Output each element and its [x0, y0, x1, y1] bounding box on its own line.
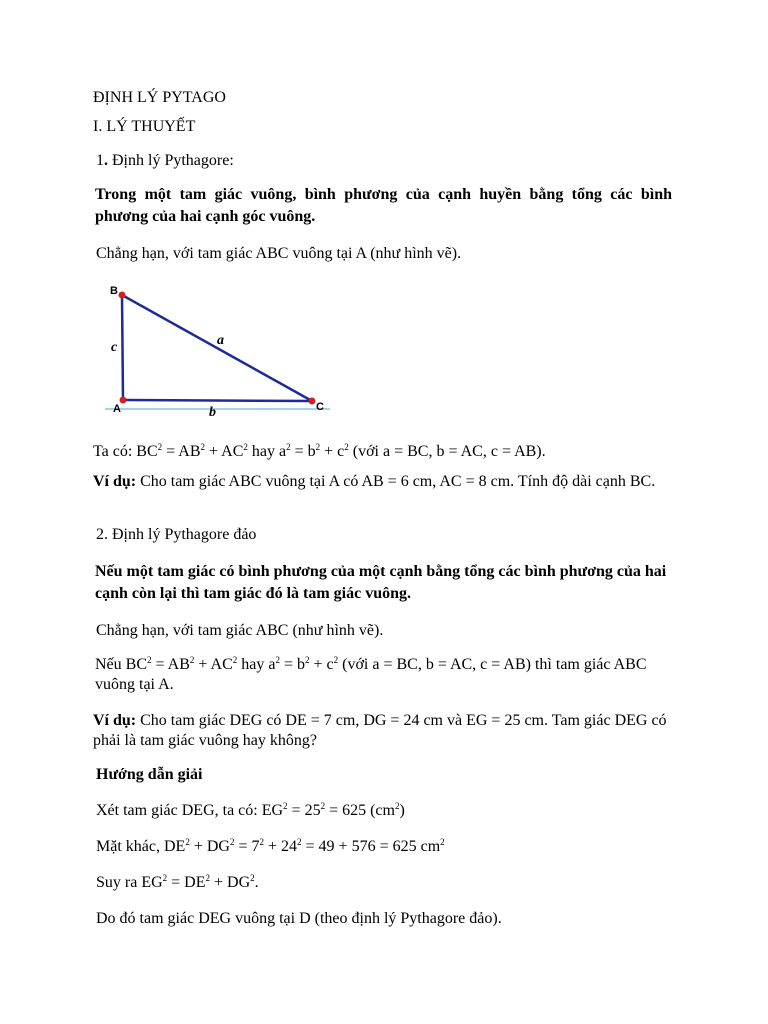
- subheading-number: 1: [96, 152, 104, 169]
- label-C: C: [316, 401, 324, 413]
- label-b: b: [209, 405, 216, 420]
- document-title: ĐỊNH LÝ PYTAGO: [93, 89, 226, 106]
- example-text: Cho tam giác ABC vuông tại A có AB = 6 cm, AC = 8 cm. Tính độ dài cạnh BC.: [136, 473, 656, 490]
- example-label: Ví dụ:: [93, 712, 137, 729]
- section-heading-theory: I. LÝ THUYẾT: [93, 118, 196, 135]
- side-c-line: [122, 295, 123, 400]
- formula-converse: Nếu $BC^2 = AB^2 + AC^2$ hay $a^2 = b^2 + c^2$ (với a = BC, b = AC, c = AB) thì tam giác ABC vuông tại A.: [95, 655, 647, 693]
- example-2: [93, 711, 673, 751]
- subheading-text: Định lý Pythagore:: [108, 152, 234, 169]
- label-a: a: [217, 333, 224, 348]
- side-b-line: [123, 400, 312, 401]
- theorem-statement: Trong một tam giác vuông, bình phương của cạnh huyền bằng tổng các bình phương của hai cạnh góc vuông.: [95, 186, 672, 225]
- subheading-converse: 2. Định lý Pythagore đảo: [96, 526, 257, 543]
- example-label: Ví dụ:: [93, 473, 137, 490]
- solution-heading: Hướng dẫn giải: [96, 766, 203, 783]
- right-triangle-figure: [103, 278, 335, 422]
- subheading-dot: .: [104, 152, 108, 169]
- converse-theorem-statement: Nếu một tam giác có bình phương của một cạnh bằng tổng các bình phương của hai cạnh còn lại thì tam giác đó là tam giác vuông.: [95, 563, 667, 602]
- side-a-line: [122, 295, 312, 401]
- point-C: [309, 398, 316, 405]
- example-text: Cho tam giác DEG có DE = 7 cm, DG = 24 cm và EG = 25 cm. Tam giác DEG có phải là tam giác vuông hay không?: [93, 712, 667, 749]
- example-intro-2: Chẳng hạn, với tam giác ABC (như hình vẽ).: [96, 622, 384, 639]
- formula-pythagore: Ta có: $BC^2 = AB^2 + AC^2$ hay $a^2 = b^2 + c^2$ (với a = BC, b = AC, c = AB).: [93, 442, 546, 460]
- example-intro: Chẳng hạn, với tam giác ABC vuông tại A (như hình vẽ).: [96, 245, 462, 262]
- solution-conclusion: Do đó tam giác DEG vuông tại D (theo định lý Pythagore đảo).: [96, 910, 502, 927]
- solution-step-3: Suy ra $EG^2 = DE^2 + DG^2$.: [96, 873, 259, 891]
- label-B: B: [110, 285, 118, 297]
- label-A: A: [113, 403, 121, 415]
- subheading-pythagore: [96, 151, 234, 171]
- solution-step-1: Xét tam giác DEG, ta có: $EG^2 = 25^2 = 625$ $(cm^2)$: [96, 801, 405, 819]
- point-B: [119, 292, 126, 299]
- solution-step-2: Mặt khác, $DE^2 + DG^2 = 7^2 + 24^2 = 49 + 576 = 625$ $cm^2$: [96, 837, 445, 855]
- label-c: c: [111, 340, 118, 355]
- example-1: [93, 472, 670, 492]
